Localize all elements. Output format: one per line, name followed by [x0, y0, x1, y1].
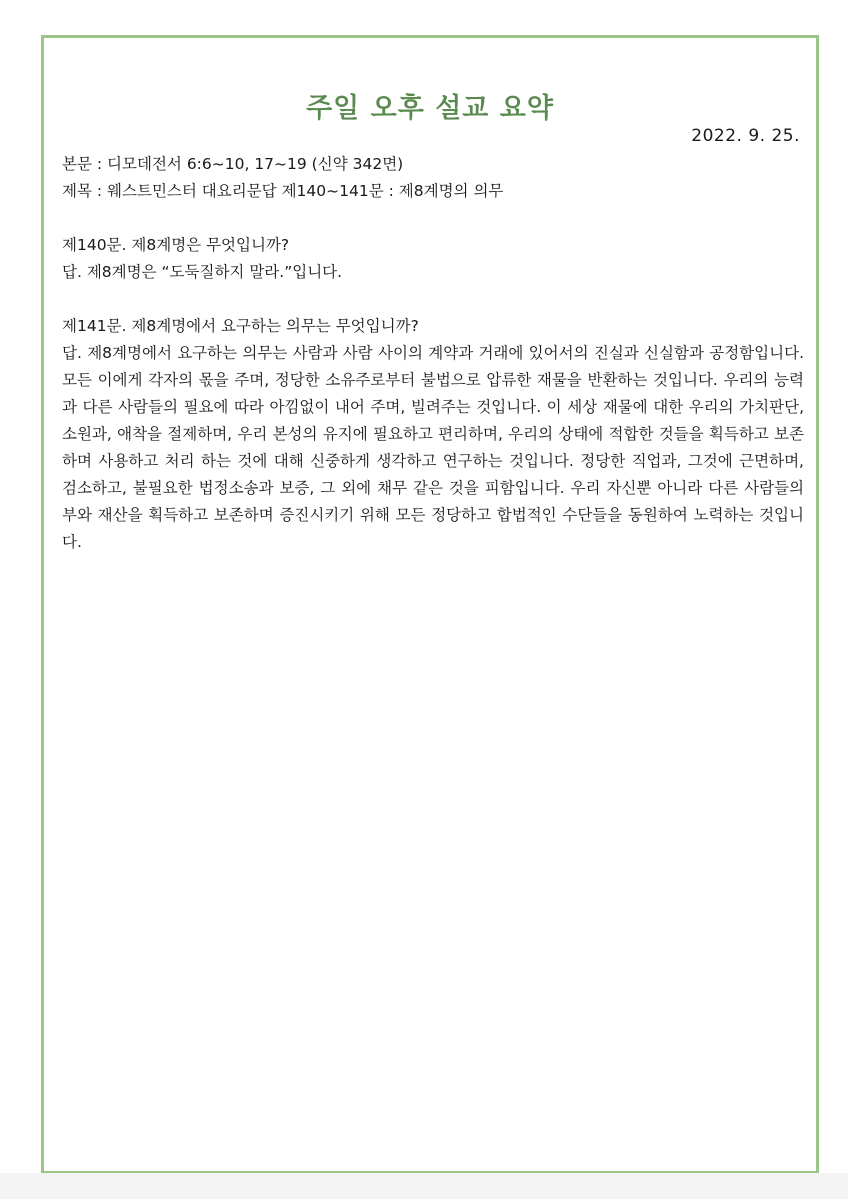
document-title: 주일 오후 설교 요약	[306, 93, 554, 124]
question-140: 제140문. 제8계명은 무엇입니까?	[62, 236, 290, 254]
subject-line: 제목 : 웨스트민스터 대요리문답 제140~141문 : 제8계명의 의무	[62, 182, 504, 200]
document-date: 2022. 9. 25.	[691, 126, 800, 146]
scripture-line: 본문 : 디모데전서 6:6~10, 17~19 (신약 342면)	[62, 155, 404, 173]
page-frame	[41, 35, 819, 1174]
question-141: 제141문. 제8계명에서 요구하는 의무는 무엇입니까?	[62, 317, 419, 335]
spacer	[62, 205, 804, 232]
document-body	[62, 151, 804, 556]
answer-140: 답. 제8계명은 “도둑질하지 말라.”입니다.	[62, 263, 343, 281]
answer-141: 답. 제8계명에서 요구하는 의무는 사람과 사람 사이의 계약과 거래에 있어서의 진실과 신실함과 공정함입니다. 모든 이에게 각자의 몫을 주며, 정당한 소유주로부터 불법으로 압류한 재물을 반환하는 것입니다. 우리의 능력과 다른 사람들의 필요에 따라 아낌없이 내어 주며, 빌려주는 것입니다. 이 세상 재물에 대한 우리의 가치판단, 소원과, 애착을 절제하며, 우리 본성의 유지에 필요하고 편리하며, 우리의 상태에 적합한 것들을 획득하고 보존하며 사용하고 처리 하는 것에 대해 신중하게 생각하고 연구하는 것입니다. 정당한 직업과, 그것에 근면하며, 검소하고, 불필요한 법정소송과 보증, 그 외에 채무 같은 것을 피함입니다. 우리 자신뿐 아니라 다른 사람들의 부와 재산을 획득하고 보존하며 증진시키기 위해 모든 정당하고 합법적인 수단들을 동원하여 노력하는 것입니다.	[62, 344, 804, 551]
bottom-strip	[0, 1173, 848, 1199]
spacer	[62, 286, 804, 313]
